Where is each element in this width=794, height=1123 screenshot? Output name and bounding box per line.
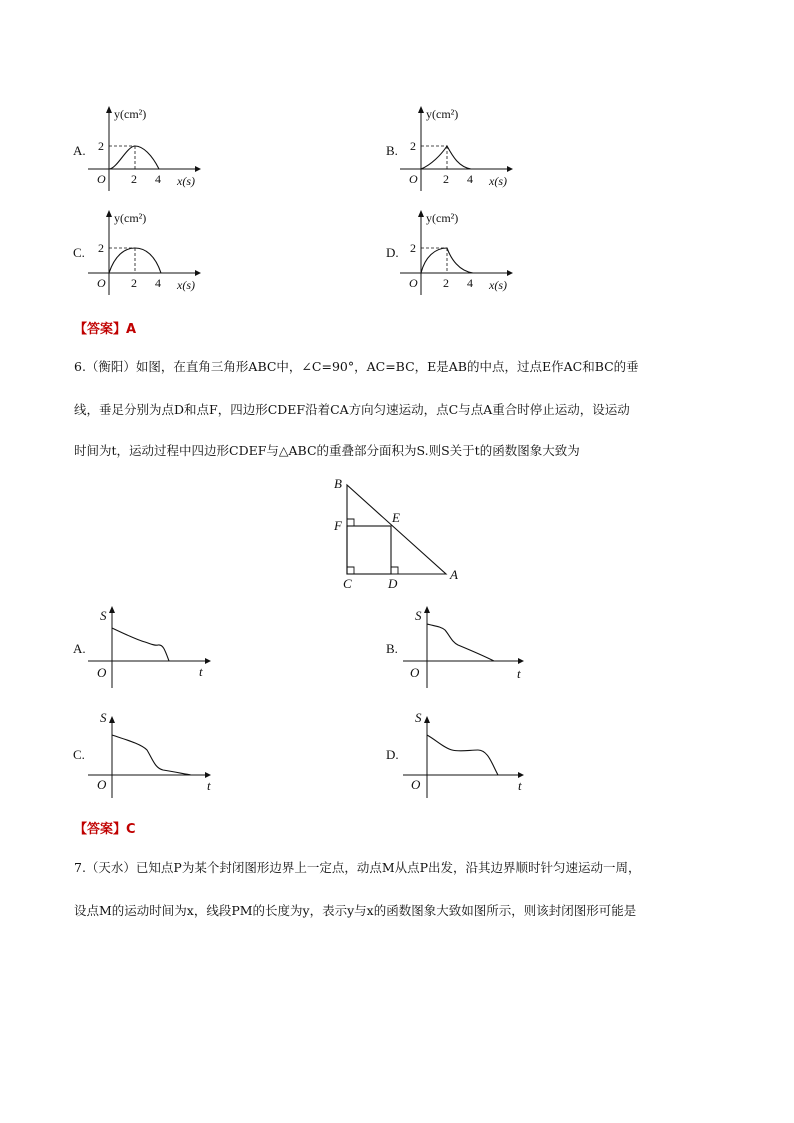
q6-answer: 【答案】C [74,822,136,837]
label-a: A [450,567,458,582]
triangle-abc [347,485,446,574]
x-axis-label: t [199,664,203,679]
x-tick-label: 4 [155,276,161,290]
q6-option-a-label: A. [73,641,86,656]
right-angle-c [347,567,354,574]
y-tick-label: 2 [410,139,416,153]
q6-option-c-graph [85,710,220,805]
q6-text-line-1: 6.（衡阳）如图，在直角三角形ABC中，∠C=90°，AC=BC，E是AB的中点，过点E作AC和BC的垂 [74,359,639,374]
q6-option-b-label: B. [386,641,398,656]
q6-text-line-2: 线，垂足分别为点D和点F，四边形CDEF沿着CA方向匀速运动，点C与点A重合时停止运动，设运动 [74,402,630,417]
curve [421,146,471,169]
x-tick-label: 2 [131,172,137,186]
q6-option-a-graph [85,600,220,695]
x-axis-label: t [518,778,522,793]
origin-label: O [97,276,106,290]
x-axis-label: x(s) [489,278,507,292]
origin-label: O [97,665,107,680]
x-axis-label: t [207,778,211,793]
q5-option-c-graph [85,207,205,297]
label-f: F [334,518,342,533]
x-tick-label: 2 [443,276,449,290]
curve [427,624,494,661]
q6-triangle-figure [325,470,470,595]
y-axis-label: y(cm²) [426,107,459,121]
curve [112,628,169,661]
x-axis-label: x(s) [177,278,195,292]
q5-option-a-label: A. [73,143,86,158]
q7-text-line-1: 7.（天水）已知点P为某个封闭图形边界上一定点，动点M从点P出发，沿其边界顺时针匀速运动一周， [74,860,641,875]
y-axis-label: y(cm²) [114,107,147,121]
y-axis-label: y(cm²) [426,211,459,225]
y-axis-label: y(cm²) [114,211,147,225]
q5-option-d-label: D. [386,245,399,260]
q5-option-b-graph [397,103,517,193]
q5-option-d-graph [397,207,517,297]
origin-label: O [97,777,107,792]
label-d: D [388,576,398,591]
y-axis-label: S [100,710,107,725]
label-e: E [392,510,400,525]
origin-label: O [409,276,418,290]
y-axis-label: S [415,608,422,623]
q5-option-c-label: C. [73,245,85,260]
y-axis-label: S [100,608,107,623]
x-axis-label: x(s) [489,174,507,188]
curve [427,735,498,775]
x-axis-label: x(s) [177,174,195,188]
q7-text-line-2: 设点M的运动时间为x，线段PM的长度为y，表示y与x的函数图象大致如图所示，则该封闭图形可能是 [74,903,637,918]
q6-option-c-label: C. [73,747,85,762]
y-tick-label: 2 [98,139,104,153]
y-axis-label: S [415,710,422,725]
x-tick-label: 4 [467,172,473,186]
origin-label: O [411,777,421,792]
curve [109,146,159,169]
q6-option-d-label: D. [386,747,399,762]
q6-text-line-3: 时间为t，运动过程中四边形CDEF与△ABC的重叠部分面积为S.则S关于t的函数图象大致为 [74,443,580,458]
curve [112,735,191,775]
origin-label: O [410,665,420,680]
y-tick-label: 2 [98,241,104,255]
x-tick-label: 2 [131,276,137,290]
q6-option-d-graph [400,710,535,805]
right-angle-d [391,567,398,574]
x-tick-label: 4 [155,172,161,186]
q5-answer: 【答案】A [74,322,137,337]
x-axis-label: t [517,666,521,681]
x-tick-label: 2 [443,172,449,186]
label-c: C [343,576,352,591]
origin-label: O [97,172,106,186]
origin-label: O [409,172,418,186]
right-angle-f [347,519,354,526]
label-b: B [334,476,342,491]
q6-option-b-graph [400,600,535,695]
q5-option-b-label: B. [386,143,398,158]
x-tick-label: 4 [467,276,473,290]
y-tick-label: 2 [410,241,416,255]
q5-option-a-graph [85,103,205,193]
